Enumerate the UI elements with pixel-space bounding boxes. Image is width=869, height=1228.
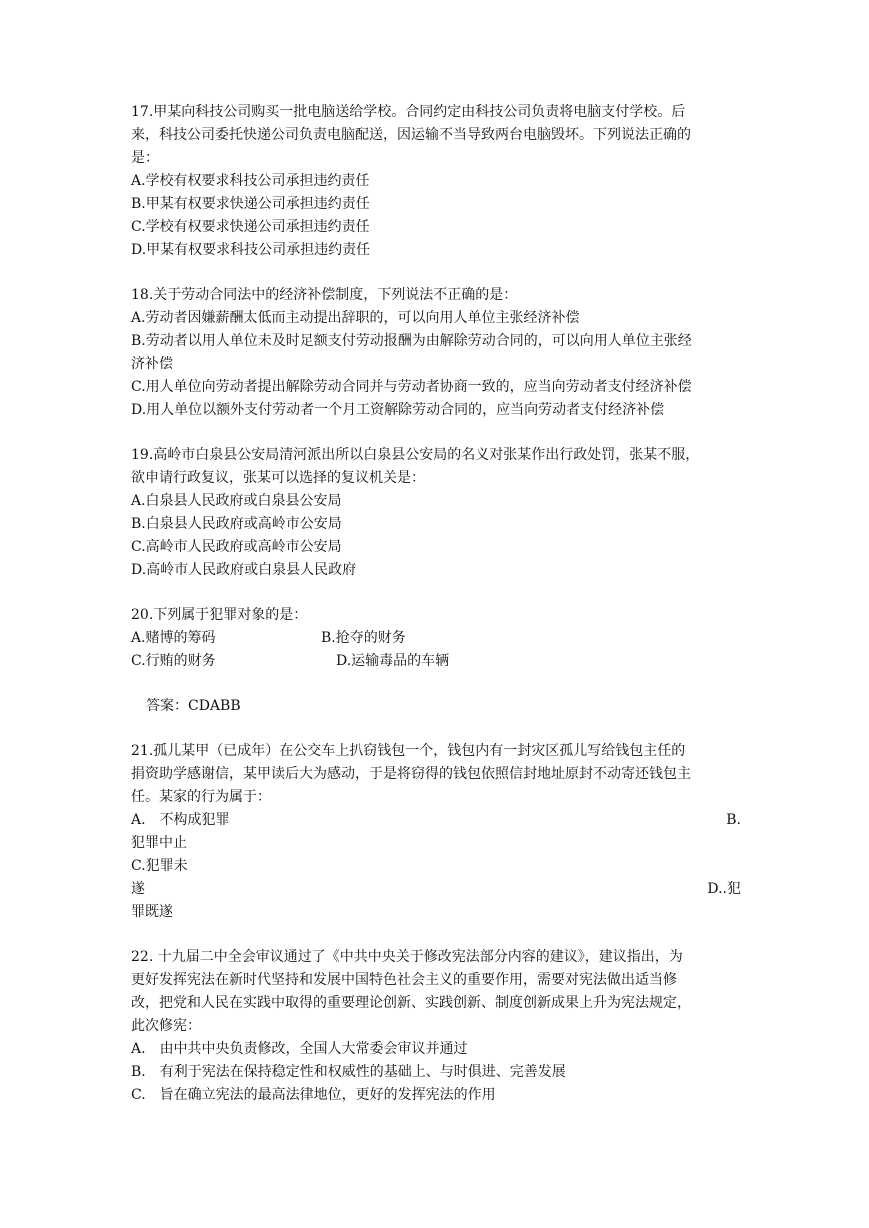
question-22 <box>131 946 741 1107</box>
question-21-option-a-text: 不构成犯罪 <box>159 812 230 828</box>
question-22-stem-line: 改，把党和人民在实践中取得的重要理论创新、实践创新、制度创新成果上升为宪法规定， <box>131 995 691 1011</box>
question-21-options-row-1 <box>131 809 741 832</box>
question-22-stem-line: 22. 十九届二中全会审议通过了《中共中央关于修改宪法部分内容的建议》，建议指出，为 <box>131 949 683 965</box>
document-page <box>131 101 741 1107</box>
question-20-options-row-1 <box>131 627 741 650</box>
question-21-option-b-letter: B. <box>726 812 741 828</box>
question-22-option-a-letter: A. <box>131 1041 146 1057</box>
question-21-stem-line: 21.孤儿某甲（已成年）在公交车上扒窃钱包一个，钱包内有一封灾区孤儿写给钱包主任的 <box>131 743 686 759</box>
question-22-option-c-letter: C. <box>131 1087 146 1103</box>
question-18-stem-line: 18.关于劳动合同法中的经济补偿制度，下列说法不正确的是： <box>131 287 518 303</box>
question-20-option-d: D.运输毒品的车辆 <box>336 653 450 669</box>
question-22-option-b <box>131 1061 741 1084</box>
question-20-stem-line: 20.下列属于犯罪对象的是： <box>131 607 308 623</box>
question-19 <box>131 444 741 582</box>
question-20-option-b: B.抢夺的财务 <box>321 630 406 646</box>
question-19-option-a: A.白泉县人民政府或白泉县公安局 <box>131 493 342 509</box>
question-21-option-c-part2: 遂 <box>131 881 145 897</box>
question-18-option-d: D.用人单位以额外支付劳动者一个月工资解除劳动合同的，应当向劳动者支付经济补偿 <box>131 402 665 418</box>
question-17-option-a: A.学校有权要求科技公司承担违约责任 <box>131 173 370 189</box>
question-21-stem-line: 任。某家的行为属于： <box>131 789 271 805</box>
question-17-stem-line: 是： <box>131 150 159 166</box>
question-21-option-a <box>131 809 230 832</box>
question-20-options-row-2 <box>131 650 741 673</box>
question-21-option-d-part1: D..犯 <box>707 881 741 897</box>
question-17-option-c: C.学校有权要求快递公司承担违约责任 <box>131 219 370 235</box>
question-21-options-row-2 <box>131 878 741 901</box>
question-19-option-c: C.高岭市人民政府或高岭市公安局 <box>131 539 342 555</box>
question-22-option-c <box>131 1084 741 1107</box>
question-21-option-a-letter: A. <box>131 812 146 828</box>
question-22-stem-line: 更好发挥宪法在新时代坚持和发展中国特色社会主义的重要作用，需要对宪法做出适当修 <box>131 972 677 988</box>
question-19-stem-line: 19.高岭市白泉县公安局清河派出所以白泉县公安局的名义对张某作出行政处罚，张某不服， <box>131 447 700 463</box>
question-17 <box>131 101 741 262</box>
question-17-stem-line: 来，科技公司委托快递公司负责电脑配送，因运输不当导致两台电脑毁坏。下列说法正确的 <box>131 127 691 143</box>
question-21 <box>131 740 741 924</box>
question-19-option-d: D.高岭市人民政府或白泉县人民政府 <box>131 562 357 578</box>
question-22-option-a-text: 由中共中央负责修改，全国人大常委会审议并通过 <box>159 1041 468 1057</box>
question-18-option-a: A.劳动者因嫌薪酬太低而主动提出辞职的，可以向用人单位主张经济补偿 <box>131 310 580 326</box>
question-22-option-b-text: 有利于宪法在保持稳定性和权威性的基础上、与时俱进、完善发展 <box>159 1064 566 1080</box>
question-18 <box>131 284 741 422</box>
question-17-stem-line: 17.甲某向科技公司购买一批电脑送给学校。合同约定由科技公司负责将电脑支付学校。后 <box>131 104 686 120</box>
question-21-option-b-text: 犯罪中止 <box>131 835 187 851</box>
question-19-option-b: B.白泉县人民政府或高岭市公安局 <box>131 516 342 532</box>
question-21-stem-line: 捐资助学感谢信，某甲读后大为感动，于是将窃得的钱包依照信封地址原封不动寄还钱包主 <box>131 766 691 782</box>
question-22-stem-line: 此次修宪： <box>131 1018 201 1034</box>
question-20 <box>131 604 741 673</box>
question-21-option-c-part1: C.犯罪未 <box>131 858 188 874</box>
question-22-option-b-letter: B. <box>131 1064 146 1080</box>
question-18-option-c: C.用人单位向劳动者提出解除劳动合同并与劳动者协商一致的，应当向劳动者支付经济补偿 <box>131 379 692 395</box>
question-22-option-c-text: 旨在确立宪法的最高法律地位，更好的发挥宪法的作用 <box>159 1087 496 1103</box>
question-17-option-d: D.甲某有权要求科技公司承担违约责任 <box>131 242 371 258</box>
question-17-option-b: B.甲某有权要求快递公司承担违约责任 <box>131 196 370 212</box>
question-21-option-d-part2: 罪既遂 <box>131 904 173 920</box>
question-22-option-a <box>131 1038 741 1061</box>
answer-key: 答案：CDABB <box>146 698 241 714</box>
question-19-stem-line: 欲申请行政复议，张某可以选择的复议机关是： <box>131 470 425 486</box>
question-18-option-b-continued: 济补偿 <box>131 356 173 372</box>
question-20-option-a: A.赌博的筹码 <box>131 630 216 646</box>
question-20-option-c: C.行贿的财务 <box>131 653 216 669</box>
question-18-option-b: B.劳动者以用人单位未及时足额支付劳动报酬为由解除劳动合同的，可以向用人单位主张经 <box>131 333 692 349</box>
